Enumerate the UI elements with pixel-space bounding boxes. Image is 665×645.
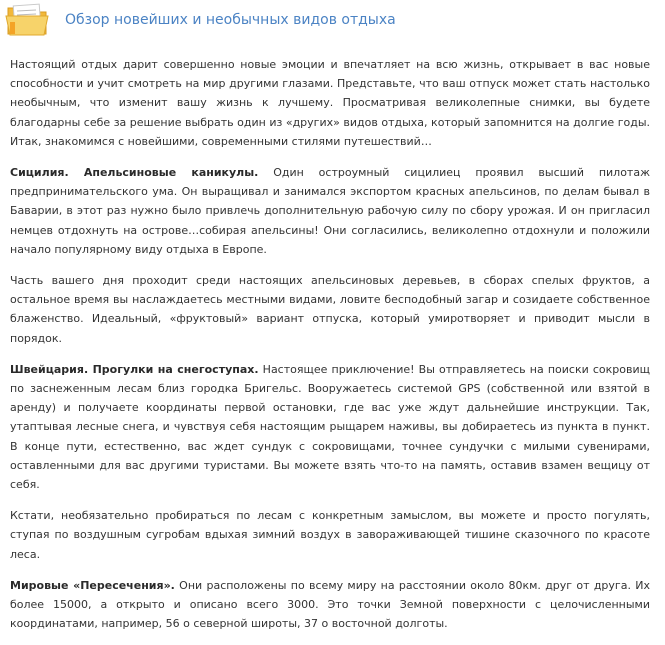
- article-body: [10, 55, 650, 645]
- paragraph-text: Они расположены по всему миру на расстоянии около 80км. друг от друга. Их более 15000, а открыто и описано всего 3000. Это точки Земной поверхности с целочисленными координатами, например, 56 о северной широты, 37 о восточной долготы.: [10, 578, 650, 631]
- paragraph-text: Настоящее приключение! Вы отправляетесь на поиски сокровищ по заснеженным лесам близ городка Бригельс. Вооружаетесь системой GPS (собственной или взятой в аренду) и получаете координаты первой остановки, где вас уже ждут дальнейшие инструкции. Так, утаптывая лесные снега, и чувствуя себя настоящим рыщарем наживы, вы добираетесь из пункта в пункт. В конце пути, естественно, вас ждет сундук с сокровищами, точнее сундучки с милыми сувенирами, оставленными для вас другими туристами. Вы можете взять что-то на память, оставив взамен вещицу от себя.: [10, 362, 651, 492]
- paragraph-switzerland-walks: [10, 506, 650, 564]
- page-title: Обзор новейших и необычных видов отдыха: [65, 12, 396, 28]
- folder-document-icon: [2, 2, 52, 38]
- paragraph-confluence: [10, 576, 650, 634]
- paragraph-text: Часть вашего дня проходит среди настоящих апельсиновых деревьев, в сборах спелых фруктов, а остальное время вы наслаждаетесь местными видами, ловите бесподобный загар и созидаете собственное блаженство. Идеальный, «фруктовый» вариант отпуска, который умиротворяет и приводит мысли в порядок.: [10, 274, 650, 345]
- paragraph-switzerland: [10, 360, 650, 494]
- paragraph-text: Один остроумный сицилиец проявил высший пилотаж предпринимательского ума. Он выращивал и занимался экспортом красных апельсинов, по делам бывал в Баварии, в этот раз нужно было привлечь дополнительную рабочую силу по сбору урожая. И он пригласил немцев отдохнуть на острове…собирая апельсины! Они согласились, великолепно отдохнули и положили начало популярному виду отдыха в Европе.: [10, 166, 650, 256]
- paragraph-sicily-details: [10, 271, 650, 348]
- page-header: [0, 0, 665, 40]
- paragraph-intro: [10, 55, 650, 151]
- paragraph-sicily: [10, 163, 650, 259]
- section-heading-sicily: Сицилия. Апельсиновые каникулы.: [10, 166, 259, 180]
- section-heading-confluence: Мировые «Пересечения».: [10, 578, 175, 592]
- paragraph-text: Кстати, необязательно пробираться по лесам с конкретным замыслом, вы можете и просто погулять, ступая по воздушным сугробам вдыхая зимний воздух в завораживающей тишине сказочного по красоте леса.: [10, 509, 650, 561]
- paragraph-text: Настоящий отдых дарит совершенно новые эмоции и впечатляет на всю жизнь, открывает в вас новые способности и учит смотреть на мир другими глазами. Представьте, что ваш отпуск может стать настолько необычным, что изменит вашу жизнь к лучшему. Просматривая великолепные снимки, вы будете благодарны себе за решение выбрать один из «других» видов отдыха, который запомнится на долгие годы. Итак, знакомимся с новейшими, современными стилями путешествий…: [10, 58, 650, 148]
- section-heading-switzerland: Швейцария. Прогулки на снегоступах.: [10, 362, 259, 376]
